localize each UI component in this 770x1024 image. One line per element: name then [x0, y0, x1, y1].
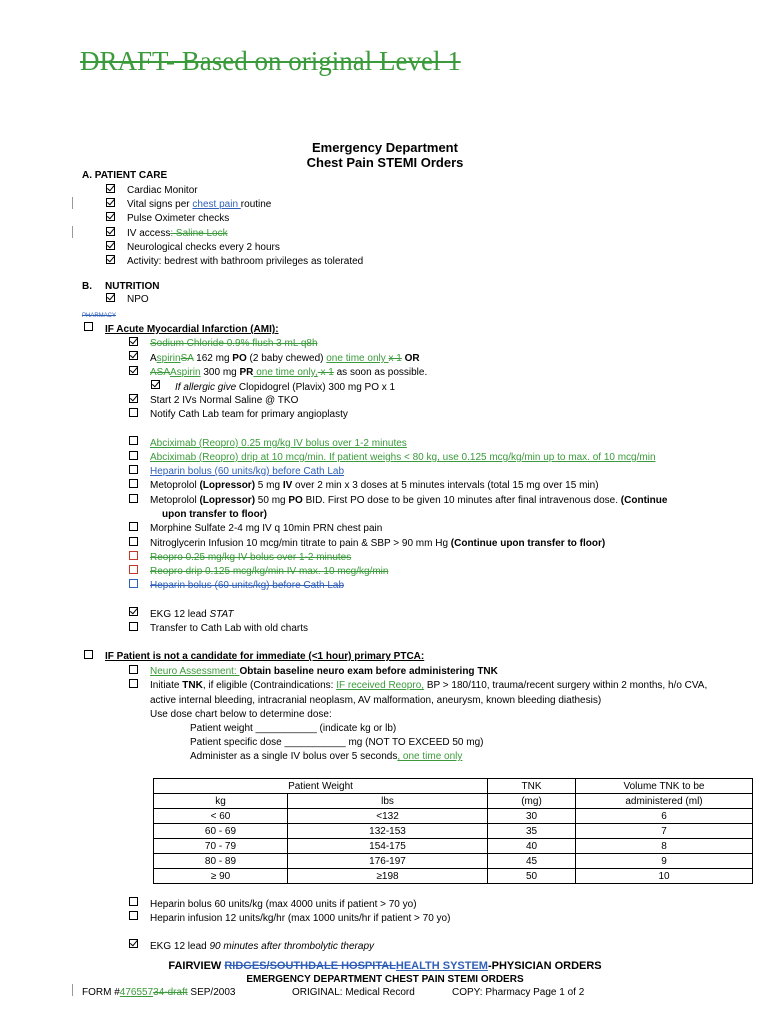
checkbox-ekg-90[interactable] — [129, 939, 138, 948]
item-npo: NPO — [127, 294, 149, 305]
checkbox-cardiac-monitor[interactable] — [106, 184, 115, 193]
item-clopidogrel: If allergic give Clopidogrel (Plavix) 300 mg PO x 1 — [175, 382, 396, 393]
tnk-dose-table — [153, 778, 753, 884]
item-tnk-contraindications: active internal bleeding, intracranial neoplasm, AV malformation, aneurysm, known bleeding diathesis) — [150, 695, 602, 706]
checkbox-sodium-chloride[interactable] — [129, 337, 138, 346]
item-neuro-checks: Neurological checks every 2 hours — [127, 242, 280, 253]
item-heparin-strike: Heparin bolus (60 units/kg) before Cath Lab — [150, 580, 345, 591]
change-bar — [72, 984, 73, 996]
checkbox-npo[interactable] — [106, 293, 115, 302]
item-abciximab-bolus: Abciximab (Reopro) 0.25 mg/kg IV bolus over 1-2 minutes — [150, 438, 407, 449]
item-cardiac-monitor: Cardiac Monitor — [127, 185, 198, 196]
cell-tnk: 35 — [488, 824, 576, 839]
item-administer: Administer as a single IV bolus over 5 seconds, one time only — [190, 751, 463, 762]
item-transfer-cath: Transfer to Cath Lab with old charts — [150, 623, 309, 634]
item-start-ivs: Start 2 IVs Normal Saline @ TKO — [150, 395, 299, 406]
checkbox-ekg-stat[interactable] — [129, 607, 138, 616]
table-row — [154, 869, 753, 884]
item-aspirin-162: AspirinSA 162 mg PO (2 baby chewed) one time only x 1 OR — [150, 353, 420, 364]
checkbox-ptca[interactable] — [84, 650, 93, 659]
item-abciximab-drip: Abciximab (Reopro) drip at 10 mcg/min. If patient weighs < 80 kg, use 0.125 mcg/kg/min up to max. of 10 mcg/min — [150, 452, 656, 463]
cell-kg: 60 - 69 — [154, 824, 288, 839]
item-aspirin-300: ASAAspirin 300 mg PR one time only, x 1 as soon as possible. — [150, 367, 428, 378]
item-activity: Activity: bedrest with bathroom privileges as tolerated — [127, 256, 364, 267]
item-specific-dose: Patient specific dose ___________ mg (NOT TO EXCEED 50 mg) — [190, 737, 484, 748]
th-tnk-unit: (mg) — [488, 794, 576, 809]
change-bar — [72, 226, 73, 238]
cell-volume: 6 — [576, 809, 753, 824]
cell-volume: 8 — [576, 839, 753, 854]
item-reopro-drip: Reopro drip 0.125 mcg/kg/min IV max. 10 mcg/kg/min — [150, 566, 389, 577]
item-heparin-infusion: Heparin infusion 12 units/kg/hr (max 1000 units/hr if patient > 70 yo) — [150, 913, 451, 924]
cell-lbs: 132-153 — [288, 824, 488, 839]
checkbox-heparin-strike[interactable] — [129, 579, 138, 588]
item-sodium-chloride: Sodium Chloride 0.9% flush 3 mL q8h — [150, 338, 318, 349]
item-dose-chart: Use dose chart below to determine dose: — [150, 709, 332, 720]
footer-form-number: FORM #47655734-draft SEP/2003 — [82, 987, 236, 998]
footer-form-title: EMERGENCY DEPARTMENT CHEST PAIN STEMI ORDERS — [246, 974, 524, 985]
checkbox-transfer-cath[interactable] — [129, 622, 138, 631]
checkbox-metoprolol-po[interactable] — [129, 494, 138, 503]
checkbox-pulse-oximeter[interactable] — [106, 212, 115, 221]
cell-lbs: <132 — [288, 809, 488, 824]
checkbox-morphine[interactable] — [129, 522, 138, 531]
checkbox-ami[interactable] — [84, 322, 93, 331]
item-initiate-tnk: Initiate TNK, if eligible (Contraindications: IF received Reopro, BP > 180/110, trauma/recent surgery within 2 months, h/o CVA, — [150, 680, 708, 691]
checkbox-initiate-tnk[interactable] — [129, 679, 138, 688]
page-subtitle: Chest Pain STEMI Orders — [306, 155, 464, 170]
item-ekg-90: EKG 12 lead 90 minutes after thrombolytic therapy — [150, 941, 375, 952]
ptca-heading: IF Patient is not a candidate for immediate (<1 hour) primary PTCA: — [105, 651, 425, 662]
checkbox-vital-signs[interactable] — [106, 198, 115, 207]
cell-kg: 70 - 79 — [154, 839, 288, 854]
item-morphine: Morphine Sulfate 2-4 mg IV q 10min PRN chest pain — [150, 523, 383, 534]
th-volume2: administered (ml) — [576, 794, 753, 809]
item-pulse-oximeter: Pulse Oximeter checks — [127, 213, 230, 224]
checkbox-metoprolol-iv[interactable] — [129, 479, 138, 488]
ami-heading: IF Acute Myocardial Infarction (AMI): — [105, 324, 279, 335]
item-metoprolol-iv: Metoprolol (Lopressor) 5 mg IV over 2 min x 3 doses at 5 minutes intervals (total 15 mg over 15 min) — [150, 480, 599, 491]
cell-tnk: 30 — [488, 809, 576, 824]
checkbox-neuro-assessment[interactable] — [129, 665, 138, 674]
item-notify-cath: Notify Cath Lab team for primary angioplasty — [150, 409, 348, 420]
cell-tnk: 45 — [488, 854, 576, 869]
checkbox-abciximab-drip[interactable] — [129, 451, 138, 460]
section-b-letter: B. — [82, 281, 92, 292]
footer-org: FAIRVIEW RIDGES/SOUTHDALE HOSPITALHEALTH SYSTEM-PHYSICIAN ORDERS — [168, 960, 602, 972]
item-heparin-bolus-ami: Heparin bolus (60 units/kg) before Cath Lab — [150, 466, 345, 477]
th-lbs: lbs — [288, 794, 488, 809]
checkbox-clopidogrel[interactable] — [151, 380, 160, 389]
page-title: Emergency Department — [312, 140, 458, 155]
checkbox-notify-cath[interactable] — [129, 408, 138, 417]
cell-lbs: 154-175 — [288, 839, 488, 854]
item-patient-weight: Patient weight ___________ (indicate kg or lb) — [190, 723, 397, 734]
item-iv-access: IV access: Saline Lock — [127, 228, 228, 239]
change-bar — [72, 197, 73, 209]
checkbox-heparin-infusion[interactable] — [129, 911, 138, 920]
cell-tnk: 40 — [488, 839, 576, 854]
item-vital-signs: Vital signs per chest pain routine — [127, 199, 272, 210]
checkbox-aspirin-162[interactable] — [129, 351, 138, 360]
th-tnk: TNK — [488, 779, 576, 794]
checkbox-reopro-drip[interactable] — [129, 565, 138, 574]
footer-original: ORIGINAL: Medical Record — [292, 987, 415, 998]
table-row — [154, 854, 753, 869]
checkbox-activity[interactable] — [106, 255, 115, 264]
checkbox-start-ivs[interactable] — [129, 394, 138, 403]
item-neuro-assessment: Neuro Assessment: Obtain baseline neuro exam before administering TNK — [150, 666, 498, 677]
cell-volume: 10 — [576, 869, 753, 884]
th-volume: Volume TNK to be — [576, 779, 753, 794]
cell-tnk: 50 — [488, 869, 576, 884]
table-row — [154, 824, 753, 839]
cell-lbs: 176-197 — [288, 854, 488, 869]
item-metoprolol-po: Metoprolol (Lopressor) 50 mg PO BID. First PO dose to be given 10 minutes after final intravenous dose. (Continue — [150, 495, 668, 506]
th-patient-weight: Patient Weight — [154, 779, 488, 794]
table-row — [154, 809, 753, 824]
cell-kg: ≥ 90 — [154, 869, 288, 884]
item-ekg-stat: EKG 12 lead STAT — [150, 609, 234, 620]
item-metoprolol-po-cont: upon transfer to floor) — [162, 509, 267, 520]
cell-kg: < 60 — [154, 809, 288, 824]
checkbox-heparin-bolus-ami[interactable] — [129, 465, 138, 474]
cell-kg: 80 - 89 — [154, 854, 288, 869]
cell-lbs: ≥198 — [288, 869, 488, 884]
checkbox-neuro-checks[interactable] — [106, 241, 115, 250]
footer-copy: COPY: Pharmacy Page 1 of 2 — [452, 987, 585, 998]
item-reopro-bolus: Reopro 0.25 mg/kg IV bolus over 1-2 minutes — [150, 552, 352, 563]
checkbox-heparin-bolus-ptca[interactable] — [129, 897, 138, 906]
draft-title: DRAFT- Based on original Level 1 — [80, 46, 461, 76]
table-row — [154, 839, 753, 854]
checkbox-reopro-bolus[interactable] — [129, 551, 138, 560]
section-b-heading: NUTRITION — [105, 281, 160, 292]
pharmacy-label: PHARMACY — [82, 313, 117, 319]
checkbox-abciximab-bolus[interactable] — [129, 436, 138, 445]
item-heparin-bolus-ptca: Heparin bolus 60 units/kg (max 4000 units if patient > 70 yo) — [150, 899, 417, 910]
cell-volume: 9 — [576, 854, 753, 869]
cell-volume: 7 — [576, 824, 753, 839]
item-nitroglycerin: Nitroglycerin Infusion 10 mcg/min titrate to pain & SBP > 90 mm Hg (Continue upon transfer to floor) — [150, 538, 606, 549]
checkbox-iv-access[interactable] — [106, 227, 115, 236]
section-a-heading: A. PATIENT CARE — [82, 170, 168, 181]
th-kg: kg — [154, 794, 288, 809]
checkbox-nitroglycerin[interactable] — [129, 537, 138, 546]
checkbox-aspirin-300[interactable] — [129, 366, 138, 375]
